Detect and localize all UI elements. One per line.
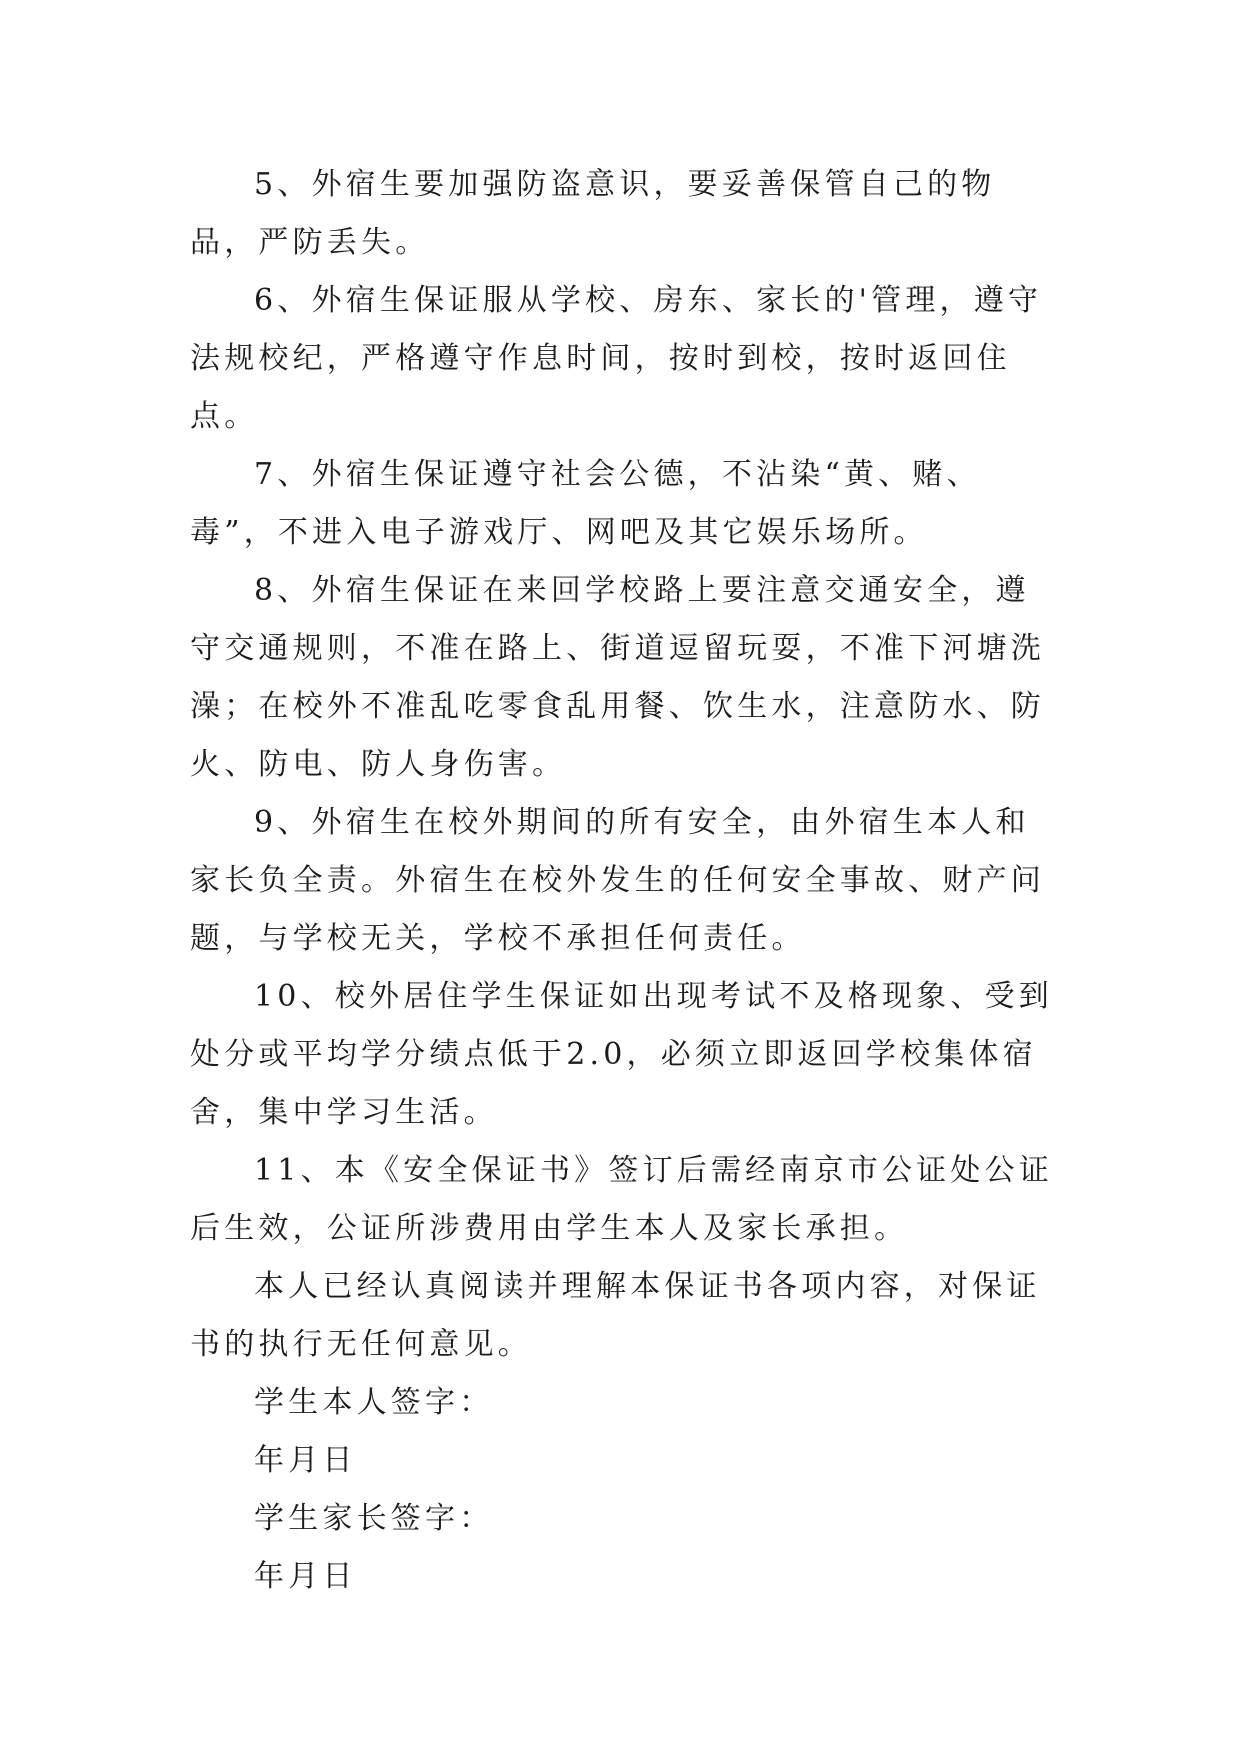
clause-5: 5、外宿生要加强防盗意识，要妥善保管自己的物品，严防丢失。 <box>190 167 996 260</box>
clause-11: 11、本《安全保证书》签订后需经南京市公证处公证后生效，公证所涉费用由学生本人及家长承担。 <box>190 1153 1053 1246</box>
clause-9: 9、外宿生在校外期间的所有安全，由外宿生本人和家长负全责。外宿生在校外发生的任何安全事故、财产问题，与学校无关，学校不承担任何责任。 <box>190 805 1045 956</box>
parent-signature-label: 学生家长签字： <box>254 1501 494 1536</box>
acknowledgement-statement: 本人已经认真阅读并理解本保证书各项内容，对保证书的执行无任何意见。 <box>190 1269 1041 1362</box>
clause-7: 7、外宿生保证遵守社会公德，不沾染“黄、赌、毒”，不进入电子游戏厅、网吧及其它娱乐场所。 <box>190 457 981 550</box>
document-body <box>190 156 1060 1606</box>
clause-6: 6、外宿生保证服从学校、房东、家长的'管理，遵守法规校纪，严格遵守作息时间，按时到校，按时返回住点。 <box>190 283 1043 434</box>
student-signature-label: 学生本人签字： <box>254 1385 494 1420</box>
parent-signature-date: 年月日 <box>254 1559 357 1594</box>
clause-8: 8、外宿生保证在来回学校路上要注意交通安全，遵守交通规则，不准在路上、街道逗留玩耍，不准下河塘洗澡；在校外不准乱吃零食乱用餐、饮生水，注意防水、防火、防电、防人身伤害。 <box>190 573 1045 782</box>
clause-10: 10、校外居住学生保证如出现考试不及格现象、受到处分或平均学分绩点低于2.0，必须立即返回学校集体宿舍，集中学习生活。 <box>190 979 1053 1130</box>
student-signature-date: 年月日 <box>254 1443 357 1478</box>
